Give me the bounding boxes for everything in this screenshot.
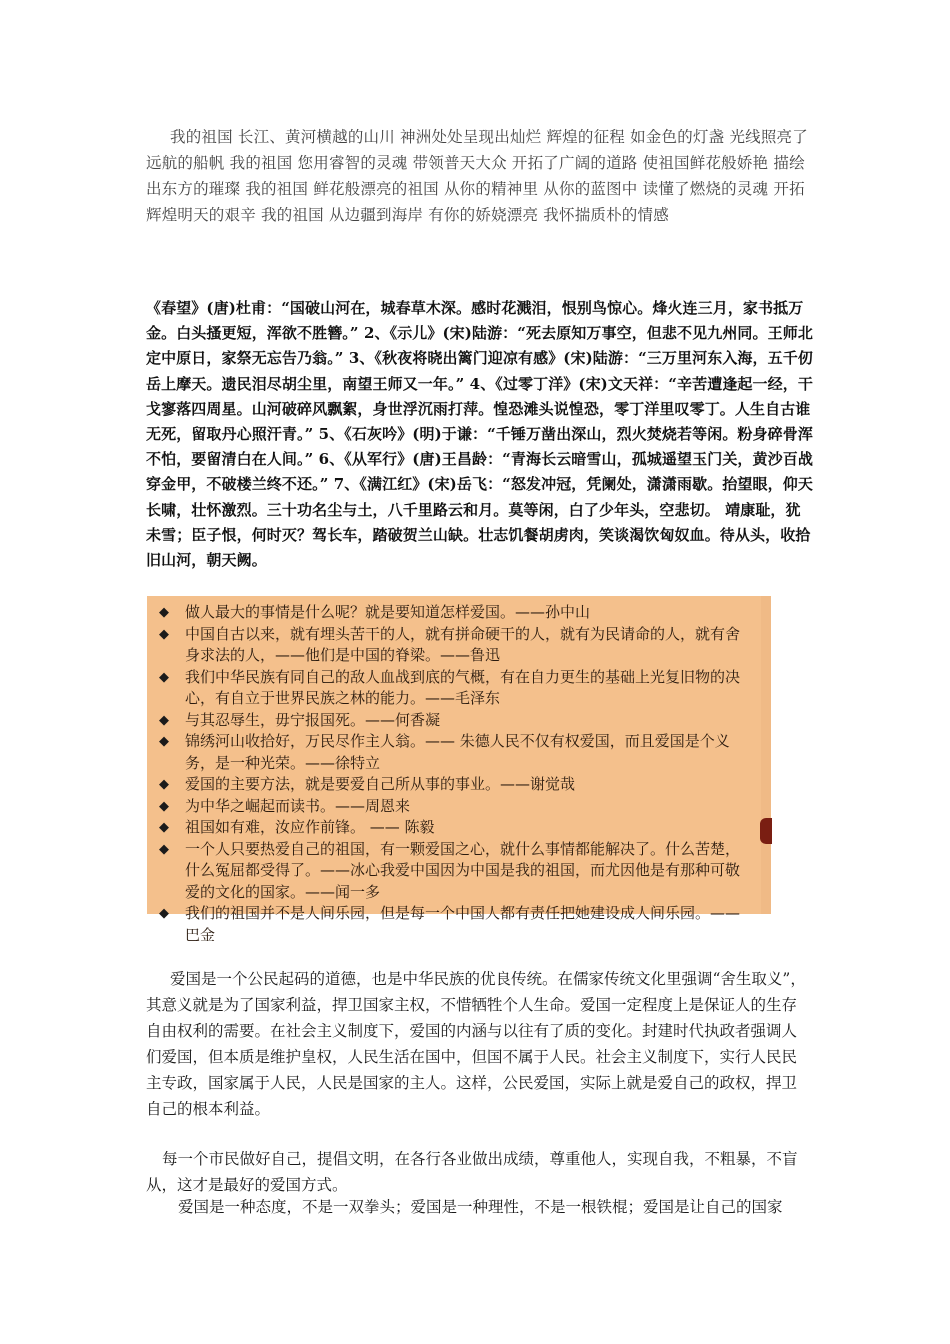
quote-item [159,839,753,904]
quote-item [159,731,753,774]
decorative-tab [760,818,772,844]
patriotism-paragraph: 爱国是一个公民起码的道德，也是中华民族的优良传统。在儒家传统文化里强调“舍生取义”，其意义就是为了国家利益，捍卫国家主权，不惜牺牲个人生命。爱国一定程度上是保证人的生存自由权利的需要。在社会主义制度下，爱国的内涵与以往有了质的变化。封建时代执政者强调人们爱国，但本质是维护皇权，人民生活在国中，但国不属于人民。社会主义制度下，实行人民民主专政，国家属于人民，人民是国家的主人。这样，公民爱国，实际上就是爱自己的政权，捍卫自己的根本利益。 [146,970,806,1118]
diamond-bullet-icon: ◆ [159,777,169,792]
quote-item [159,667,753,710]
quote-item [159,796,753,818]
diamond-bullet-icon: ◆ [159,669,169,685]
quote-text: 我们中华民族有同自己的敌人血战到底的气概，有在自力更生的基础上光复旧物的决心，有自立于世界民族之林的能力。——毛泽东 [185,667,741,707]
quote-text: 为中华之崛起而读书。——周恩来 [185,796,411,815]
diamond-bullet-icon: ◆ [159,798,169,814]
quote-text: 中国自古以来，就有埋头苦干的人，就有拼命硬干的人，就有为民请命的人，就有舍身求法的人，——他们是中国的脊梁。——鲁迅 [185,624,741,664]
patriotic-quotes-image [147,596,765,944]
quote-text: 锦绣河山收拾好，万民尽作主人翁。—— 朱德人民不仅有权爱国，而且爱国是个义务，是一种光荣。——徐特立 [185,732,730,772]
quote-item [159,602,753,624]
diamond-bullet-icon: ◆ [159,734,169,749]
citizen-paragraph: 每一个市民做好自己，提倡文明，在各行各业做出成绩，尊重他人，实现自我，不粗暴，不盲从，这才是最好的爱国方式。 [146,1150,798,1194]
quote-text: 爱国的主要方法，就是要爱自己所从事的事业。——谢觉哉 [185,775,576,793]
quote-text: 我们的祖国并不是人间乐园，但是每一个中国人都有责任把她建设成人间乐园。——巴金 [185,904,741,944]
diamond-bullet-icon: ◆ [159,712,169,728]
quote-text: 做人最大的事情是什么呢？就是要知道怎样爱国。——孙中山 [185,603,591,621]
quote-item [159,710,753,732]
quote-list [159,602,753,946]
quote-item [159,624,753,667]
quote-text: 祖国如有难，汝应作前锋。 —— 陈毅 [185,818,435,836]
quote-text: 与其忍辱生，毋宁报国死。——何香凝 [185,710,441,729]
diamond-bullet-icon: ◆ [159,605,169,620]
quote-text: 一个人只要热爱自己的祖国，有一颗爱国之心，就什么事情都能解决了。什么苦楚，什么冤屈都受得了。——冰心我爱中国因为中国是我的祖国，而尤因他是有那种可敬爱的文化的国家。——闻一多 [185,839,741,901]
quote-item [159,774,753,796]
attitude-paragraph: 爱国是一种态度，不是一双拳头；爱国是一种理性，不是一根铁棍；爱国是让自己的国家 [178,1198,783,1216]
diamond-bullet-icon: ◆ [159,841,169,857]
diamond-bullet-icon: ◆ [159,906,169,921]
intro-paragraph: 我的祖国 长江、黄河横越的山川 神洲处处呈现出灿烂 辉煌的征程 如金色的灯盏 光线照亮了远航的船帆 我的祖国 您用睿智的灵魂 带领普天大众 开拓了广阔的道路 使祖国鲜花般娇艳 描绘出东方的璀璨 我的祖国 鲜花般漂亮的祖国 从你的精神里 从你的蓝图中 读懂了燃烧的灵魂 开拓辉煌明天的艰辛 我的祖国 从边疆到海岸 有你的娇娆漂亮 我怀揣质朴的情感 [146,128,808,224]
quote-item [159,903,753,946]
diamond-bullet-icon: ◆ [159,626,169,642]
quote-item [159,817,753,839]
diamond-bullet-icon: ◆ [159,820,169,835]
patriotic-poems-paragraph: 《春望》(唐)杜甫：“国破山河在，城春草木深。感时花溅泪，恨别鸟惊心。烽火连三月，家书抵万金。白头搔更短，浑欲不胜簪。” 2、《示儿》(宋)陆游：“死去原知万事空，但悲不见九州同。王师北定中原日，家祭无忘告乃翁。” 3、《秋夜将晓出篱门迎凉有感》(宋)陆游：“三万里河东入海，五千仞岳上摩天。遗民泪尽胡尘里，南望王师又一年。” 4、《过零丁洋》(宋)文天祥：“辛苦遭逢起一经，干戈寥落四周星。山河破碎风飘絮，身世浮沉雨打萍。惶恐滩头说惶恐，零丁洋里叹零丁。人生自古谁无死，留取丹心照汗青。” 5、《石灰吟》(明)于谦：“千锤万凿出深山，烈火焚烧若等闲。粉身碎骨浑不怕，要留清白在人间。” 6、《从军行》(唐)王昌龄：“青海长云暗雪山，孤城遥望玉门关，黄沙百战穿金甲，不破楼兰终不还。” 7、《满江红》(宋)岳飞：“怒发冲冠，凭阑处，潇潇雨歇。抬望眼，仰天长啸，壮怀激烈。三十功名尘与土，八千里路云和月。莫等闲，白了少年头，空悲切。 靖康耻，犹未雪；臣子恨，何时灭？驾长车，踏破贺兰山缺。壮志饥餐胡虏肉，笑谈渴饮匈奴血。待从头，收拾旧山河，朝天阙。 [146,299,813,570]
